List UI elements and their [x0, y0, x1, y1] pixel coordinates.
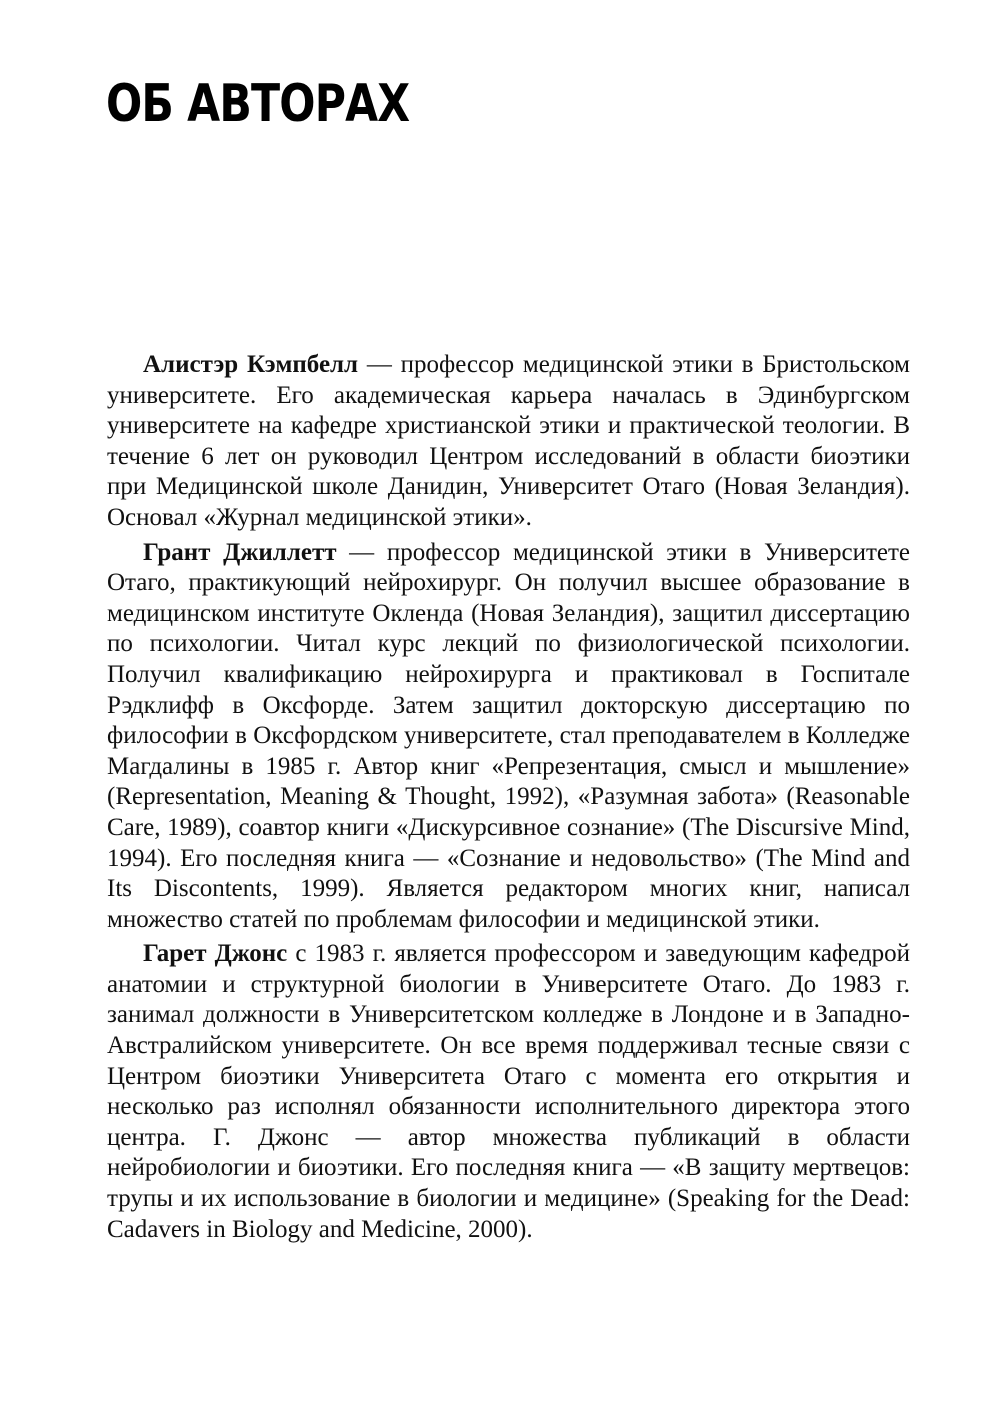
author-bio: — профессор медицинской этики в Университете Отаго, практикующий нейрохирург. Он получил высшее образование в медицинском институте Окленда (Новая Зеландия), защитил диссертацию по психологии. Читал курс лекций по физиологической психологии. Получил квалификацию нейрохирурга и практиковал в Госпитале Рэдклифф в Оксфорде. Затем защитил докторскую диссертацию по философии в Оксфордском университете, стал преподавателем в Колледже Магдалины в 1985 г. Автор книг «Репрезентация, смысл и мышление» (Representation, Meaning & Thought, 1992), «Разумная забота» (Reasonable Care, 1989), соавтор книги «Дискурсивное сознание» (The Discursive Mind, 1994). Его последняя книга — «Сознание и недовольство» (The Mind and Its Discontents, 1999). Является редактором многих книг, написал множество статей по проблемам философии и медицинской этики.: [107, 538, 910, 933]
author-name: Гарет Джонс: [143, 940, 288, 968]
author-paragraph: [107, 350, 910, 534]
page-title: ОБ АВТОРАХ: [106, 74, 410, 134]
author-bio: — профессор медицинской этики в Бристольском университете. Его академическая карьера началась в Эдинбургском университете на кафедре христианской этики и практической теологии. В течение 6 лет он руководил Центром исследований в области биоэтики при Медицинской школе Данидин, Университет Отаго (Новая Зеландия). Основал «Журнал медицинской этики».: [107, 351, 910, 531]
author-bio: с 1983 г. является профессором и заведующим кафедрой анатомии и структурной биологии в Университете Отаго. До 1983 г. занимал должности в Университетском колледже в Лондоне и в Западно-Австралийском университете. Он все время поддерживал тесные связи с Центром биоэтики Университета Отаго с момента его открытия и несколько раз исполнял обязанности исполнительного директора этого центра. Г. Джонс — автор множества публикаций в области нейробиологии и биоэтики. Его последняя книга — «В защиту мертвецов: трупы и их использование в биологии и медицине» (Speaking for the Dead: Cadavers in Biology and Medicine, 2000).: [107, 940, 910, 1243]
author-name: Алистэр Кэмпбелл: [143, 351, 359, 378]
author-paragraph: [107, 538, 910, 936]
author-name: Грант Джиллетт: [143, 538, 337, 566]
authors-section: [107, 350, 910, 1249]
author-paragraph: [107, 939, 910, 1245]
